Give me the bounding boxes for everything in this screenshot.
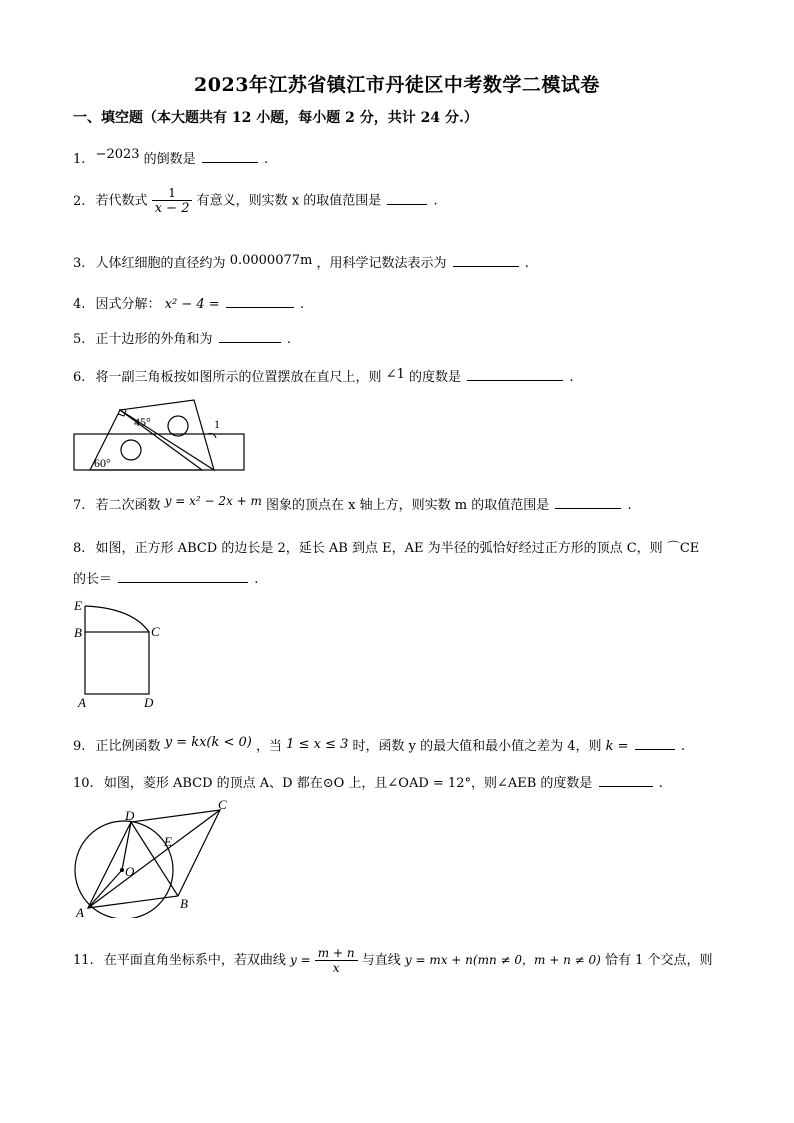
question-11: 11. 在平面直角坐标系中，若双曲线 y = $\frac{m + n}{x}$ 与直线 y = mx + n(mn ≠ 0，m + n ≠ 0) 恰有 1 个交点，则 [73, 946, 713, 975]
question-text: 时，函数 y 的最大值和最小值之差为 4，则 [352, 739, 602, 754]
question-3: 3. 人体红细胞的直径约为 0.0000077m ，用科学记数法表示为 . [73, 253, 529, 271]
question-number: 7. [73, 498, 86, 513]
question-text: 正比例函数 [95, 739, 161, 754]
question-4: 4. 因式分解： x² − 4 = . [73, 297, 305, 312]
point-e-label: E [74, 598, 82, 613]
point-d-label: D [144, 695, 154, 710]
center-o-dot [120, 868, 124, 872]
angle-1-label: 1 [214, 417, 220, 431]
math-range: 1 ≤ x ≤ 3 [286, 737, 349, 752]
segment-ao [88, 870, 122, 908]
question-text: 图象的顶点在 x 轴上方，则实数 m 的取值范围是 [266, 498, 550, 513]
triangle-ruler-figure [72, 396, 248, 474]
arc-ce [85, 606, 149, 632]
question-number: 3. [73, 256, 86, 271]
question-8-continued: 的长＝ . [73, 572, 259, 587]
answer-blank[interactable] [202, 150, 258, 163]
question-number: 4. [73, 297, 86, 312]
question-text: 正十边形的外角和为 [95, 332, 213, 347]
math-k: k = [605, 739, 629, 754]
point-d-label: D [125, 808, 135, 823]
square-abcd [85, 632, 149, 694]
page-title: 2023年江苏省镇江市丹徒区中考数学二模试卷 [194, 74, 600, 96]
question-text: ，用科学记数法表示为 [316, 256, 447, 271]
answer-blank[interactable] [467, 368, 563, 381]
answer-blank[interactable] [599, 774, 653, 787]
question-text: 恰有 1 个交点，则 [604, 953, 713, 968]
hole-circle [168, 416, 188, 436]
question-text: 如图，正方形 ABCD 的边长是 2，延长 AB 到点 E，AE 为半径的弧恰好经过正方形的顶点 C，则 ⌒CE [95, 541, 700, 556]
point-e-label: E [164, 834, 172, 849]
question-number: 6. [73, 370, 86, 385]
question-1: 1. −2023 的倒数是 . [73, 147, 269, 167]
angle-60-label: 60° [94, 456, 111, 470]
fraction: $\frac{1}{x - 2}$ [152, 186, 193, 216]
question-6: 6. 将一副三角板按如图所示的位置摆放在直尺上，则 ∠1 的度数是 . [73, 367, 574, 385]
question-number: 11. [73, 953, 94, 968]
section-heading: 一、填空题（本大题共有 12 小题，每小题 2 分，共计 24 分.） [73, 110, 478, 126]
answer-blank[interactable] [453, 254, 519, 267]
math-expr: 0.0000077m [229, 253, 313, 268]
point-a-label: A [78, 695, 86, 710]
question-8 [73, 537, 699, 556]
question-text: 若代数式 [95, 193, 148, 209]
angle-45-label: 45° [134, 415, 151, 429]
question-10: 10. 如图，菱形 ABCD 的顶点 A、D 都在⊙O 上，且∠OAD = 12°，则∠AEB 的度数是 . [73, 776, 663, 791]
math-expr: −2023 [95, 147, 140, 162]
fraction: $\frac{m + n}{x}$ [315, 946, 358, 975]
point-b-label: B [180, 896, 188, 911]
question-number: 9. [73, 739, 86, 754]
question-5: 5. 正十边形的外角和为 . [73, 332, 291, 347]
question-text: 人体红细胞的直径约为 [95, 256, 226, 271]
answer-blank[interactable] [118, 570, 248, 583]
question-text: 有意义，则实数 x 的取值范围是 [196, 193, 382, 209]
answer-blank[interactable] [219, 330, 281, 343]
question-number: 1. [73, 152, 86, 167]
question-text: 将一副三角板按如图所示的位置摆放在直尺上，则 [95, 370, 382, 385]
math-expr: y = x² − 2x + m [164, 494, 262, 508]
square-arc-figure [72, 596, 172, 710]
question-text: 的倒数是 [143, 152, 196, 167]
rhombus-circle-figure [70, 798, 236, 918]
answer-blank[interactable] [387, 192, 427, 205]
question-9: 9. 正比例函数 y = kx(k < 0) ，当 1 ≤ x ≤ 3 时，函数 y 的最大值和最小值之差为 4，则 k = . [73, 735, 685, 754]
question-number: 2. [73, 193, 86, 209]
math-expr: x² − 4 = [164, 297, 220, 312]
question-text: 在平面直角坐标系中，若双曲线 [103, 953, 286, 968]
point-c-label: C [218, 798, 227, 812]
question-number: 5. [73, 332, 86, 347]
answer-blank[interactable] [635, 737, 675, 750]
math-expr: ∠1 [385, 367, 405, 382]
question-text: 如图，菱形 ABCD 的顶点 A、D 都在⊙O 上，且∠OAD = 12°，则∠AEB 的度数是 [103, 776, 593, 791]
point-c-label: C [151, 624, 160, 639]
question-7: 7. 若二次函数 y = x² − 2x + m 图象的顶点在 x 轴上方，则实数 m 的取值范围是 . [73, 494, 632, 513]
question-text: 的长＝ [73, 572, 113, 587]
math-expr: y = mx + n(mn ≠ 0，m + n ≠ 0) [404, 953, 601, 967]
answer-blank[interactable] [226, 295, 294, 308]
question-number: 10. [73, 776, 94, 791]
question-text: 的度数是 [409, 370, 462, 385]
math-expr: y = kx(k < 0) [164, 735, 252, 750]
point-a-label: A [76, 905, 84, 918]
segment-od [122, 822, 131, 870]
point-b-label: B [74, 625, 82, 640]
answer-blank[interactable] [555, 496, 621, 509]
question-text: 与直线 [361, 953, 401, 968]
question-text: 因式分解： [95, 297, 161, 312]
question-2: 2. 若代数式 $\frac{1}{x - 2}$ 有意义，则实数 x 的取值范围是 . [73, 186, 438, 216]
point-o-label: O [125, 864, 135, 879]
question-number: 8. [73, 541, 86, 556]
question-text: 若二次函数 [95, 498, 161, 513]
